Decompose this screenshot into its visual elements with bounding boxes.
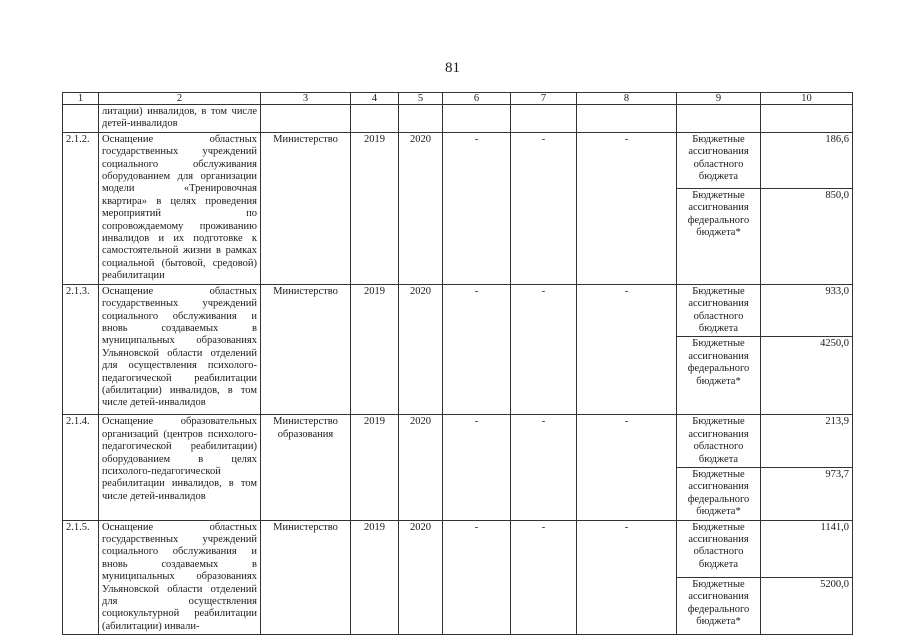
table-row	[63, 520, 853, 577]
table-row	[63, 415, 853, 468]
row-col7: -	[511, 415, 577, 520]
header-row	[63, 93, 853, 105]
row-executor: Министерство образования	[261, 415, 351, 520]
row-col6: -	[443, 520, 511, 635]
row-executor: Министерство	[261, 132, 351, 284]
funding-amount: 973,7	[761, 467, 853, 520]
col-header: 3	[261, 93, 351, 105]
funding-amount: 186,6	[761, 132, 853, 188]
continuation-row	[63, 105, 853, 133]
cell	[63, 105, 99, 133]
funding-amount: 933,0	[761, 284, 853, 337]
cell	[511, 105, 577, 133]
row-col8: -	[577, 520, 677, 635]
row-description: Оснащение областных государственных учреждений социального обслуживания и вновь создаваемых в муниципальных образованиях Ульяновской области отделений для осуществления психолого-педагогической реабилитации (абилитации) инвалидов, в том числе детей-инвалидов	[99, 284, 261, 415]
row-executor: Министерство	[261, 520, 351, 635]
row-col6: -	[443, 284, 511, 415]
row-col6: -	[443, 132, 511, 284]
cell	[351, 105, 399, 133]
row-end-year: 2020	[399, 132, 443, 284]
row-col7: -	[511, 520, 577, 635]
col-header: 4	[351, 93, 399, 105]
continuation-text: литации) инвалидов, в том числе детей-инвалидов	[99, 105, 261, 133]
funding-source: Бюджетные ассигнования федерального бюджета*	[677, 467, 761, 520]
col-header: 6	[443, 93, 511, 105]
row-number: 2.1.2.	[63, 132, 99, 284]
funding-amount: 4250,0	[761, 337, 853, 415]
row-col8: -	[577, 132, 677, 284]
row-col7: -	[511, 284, 577, 415]
funding-source: Бюджетные ассигнования федерального бюджета*	[677, 577, 761, 634]
row-start-year: 2019	[351, 520, 399, 635]
program-table	[62, 92, 853, 635]
row-number: 2.1.5.	[63, 520, 99, 635]
row-end-year: 2020	[399, 415, 443, 520]
cell	[677, 105, 761, 133]
funding-amount: 1141,0	[761, 520, 853, 577]
page-number: 81	[445, 60, 460, 76]
table-row	[63, 284, 853, 337]
funding-amount: 5200,0	[761, 577, 853, 634]
cell	[761, 105, 853, 133]
row-description: Оснащение областных государственных учреждений социального обслуживания оборудованием для организации модели «Тренировочная квартира» в целях проведения мероприятий по сопровождаемому проживанию инвалидов и их подготовке к самостоятельной жизни в рамках социальной (бытовой, средовой) реабилитации	[99, 132, 261, 284]
col-header: 2	[99, 93, 261, 105]
funding-source: Бюджетные ассигнования федерального бюджета*	[677, 337, 761, 415]
row-number: 2.1.3.	[63, 284, 99, 415]
funding-source: Бюджетные ассигнования областного бюджета	[677, 415, 761, 468]
col-header: 7	[511, 93, 577, 105]
row-number: 2.1.4.	[63, 415, 99, 520]
col-header: 9	[677, 93, 761, 105]
funding-source: Бюджетные ассигнования областного бюджета	[677, 520, 761, 577]
row-description: Оснащение областных государственных учреждений социального обслуживания и вновь создаваемых в муниципальных образованиях Ульяновской области отделений для осуществления социокультурной реабилитации (абилитации) инвали-	[99, 520, 261, 635]
funding-amount: 213,9	[761, 415, 853, 468]
funding-source: Бюджетные ассигнования федерального бюджета*	[677, 188, 761, 284]
table-row	[63, 132, 853, 188]
funding-source: Бюджетные ассигнования областного бюджета	[677, 284, 761, 337]
row-col8: -	[577, 415, 677, 520]
row-start-year: 2019	[351, 284, 399, 415]
cell	[443, 105, 511, 133]
row-description: Оснащение образовательных организаций (центров психолого-педагогической реабилитации) оборудованием в целях психолого-педагогической реабилитации инвалидов, в том числе детей-инвалидов	[99, 415, 261, 520]
row-col7: -	[511, 132, 577, 284]
col-header: 10	[761, 93, 853, 105]
col-header: 5	[399, 93, 443, 105]
row-executor: Министерство	[261, 284, 351, 415]
row-end-year: 2020	[399, 284, 443, 415]
cell	[577, 105, 677, 133]
row-start-year: 2019	[351, 132, 399, 284]
row-col8: -	[577, 284, 677, 415]
cell	[399, 105, 443, 133]
col-header: 8	[577, 93, 677, 105]
row-col6: -	[443, 415, 511, 520]
row-end-year: 2020	[399, 520, 443, 635]
row-start-year: 2019	[351, 415, 399, 520]
col-header: 1	[63, 93, 99, 105]
cell	[261, 105, 351, 133]
funding-amount: 850,0	[761, 188, 853, 284]
funding-source: Бюджетные ассигнования областного бюджета	[677, 132, 761, 188]
